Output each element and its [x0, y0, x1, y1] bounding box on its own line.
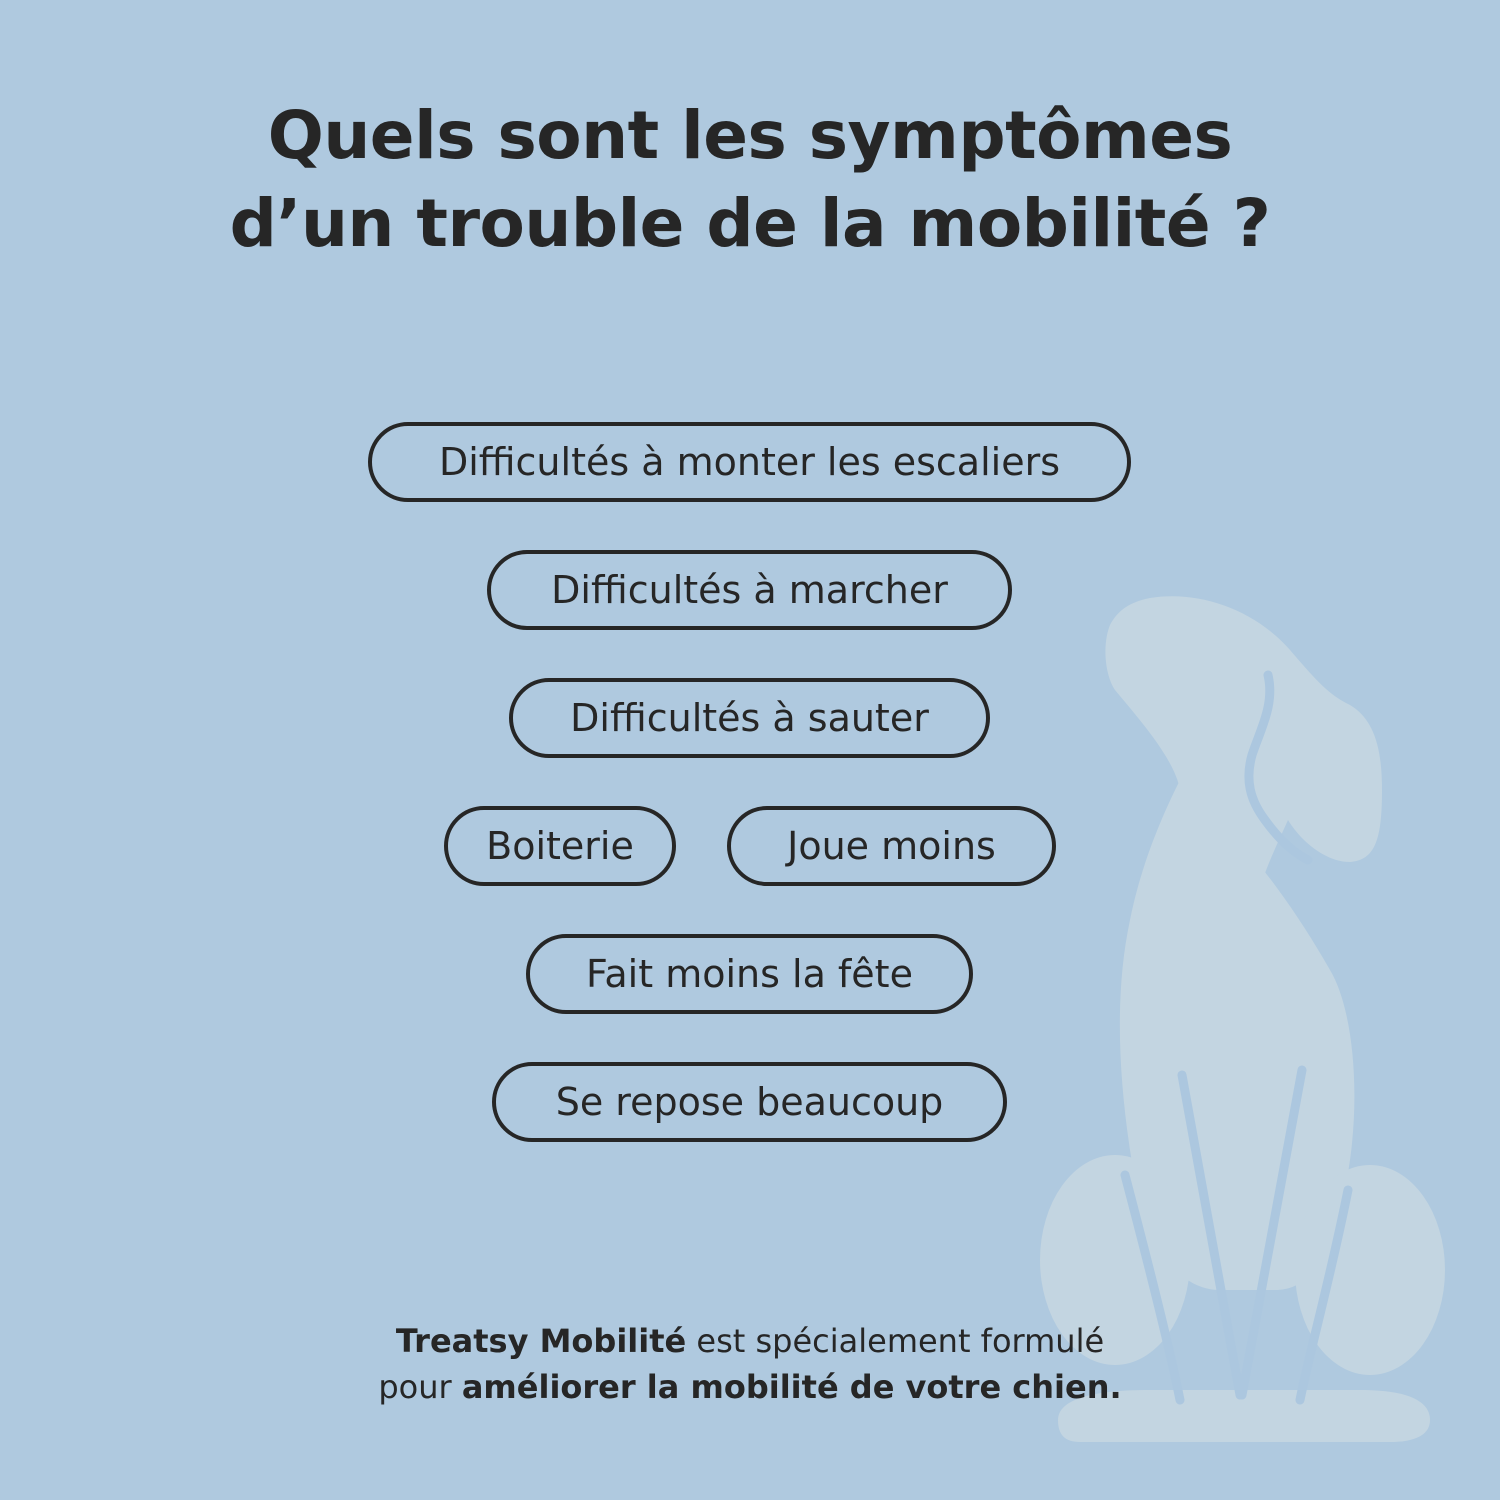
symptom-pill-walking: Difficultés à marcher	[487, 550, 1012, 630]
symptom-pill-less-excited: Fait moins la fête	[526, 934, 973, 1014]
footer-line-1	[0, 1318, 1500, 1364]
footer-line-2	[0, 1364, 1500, 1410]
symptom-pill-rests-a-lot: Se repose beaucoup	[492, 1062, 1007, 1142]
symptom-pill-stairs: Difficultés à monter les escaliers	[368, 422, 1131, 502]
footer-text-2: pour	[378, 1368, 462, 1406]
footer-text	[0, 1318, 1500, 1410]
benefit-text: améliorer la mobilité de votre chien.	[461, 1368, 1122, 1406]
title-line-1: Quels sont les symptômes	[267, 97, 1233, 174]
symptom-pill-jumping: Difficultés à sauter	[509, 678, 990, 758]
footer-text-1: est spécialement formulé	[686, 1322, 1105, 1360]
title-line-2: d’un trouble de la mobilité ?	[229, 185, 1271, 262]
page-title	[0, 92, 1500, 268]
symptom-pill-limping: Boiterie	[444, 806, 676, 886]
symptom-pill-plays-less: Joue moins	[727, 806, 1056, 886]
brand-name: Treatsy Mobilité	[395, 1322, 687, 1360]
